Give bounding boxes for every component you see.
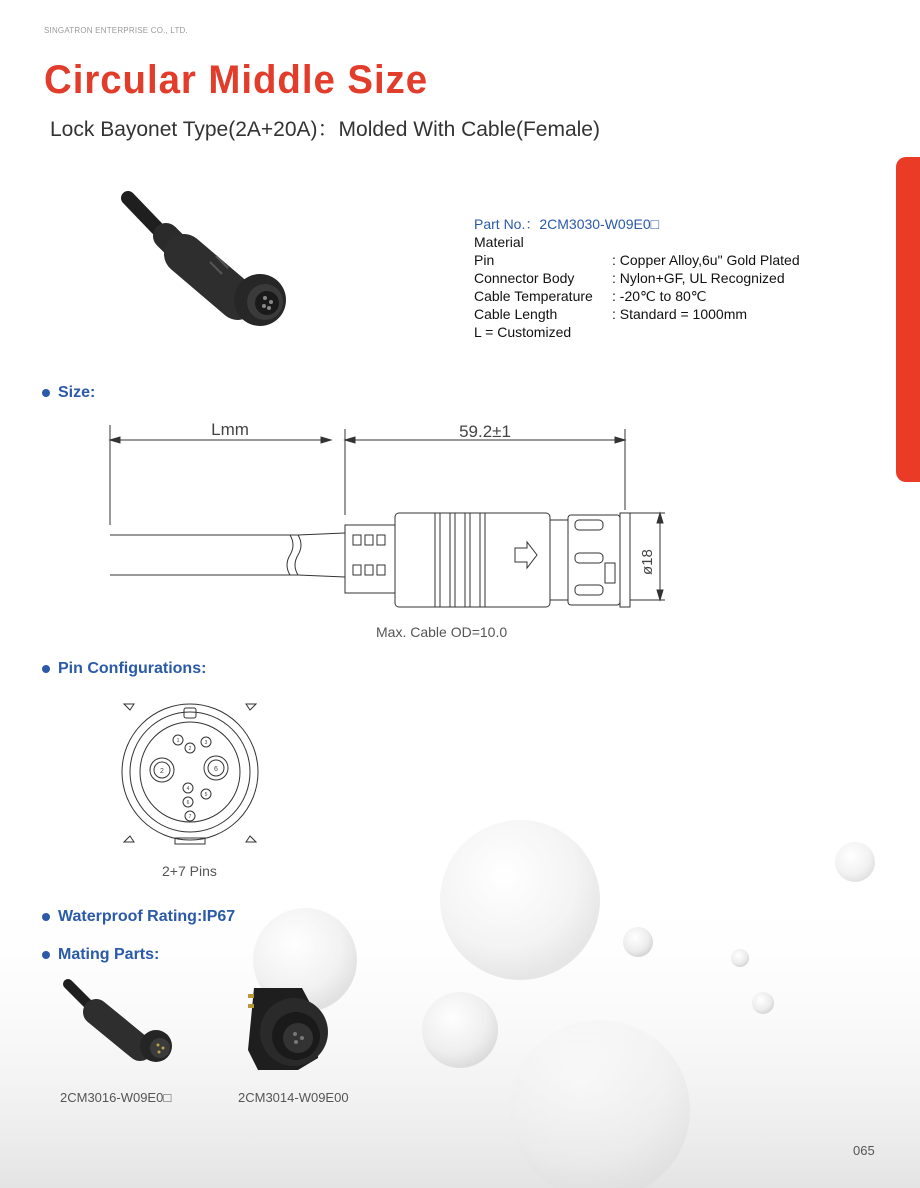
section-mating <box>42 946 159 964</box>
pin-label: 2 <box>160 768 164 775</box>
spec-value: : Standard = 1000mm <box>612 306 748 322</box>
spec-row-pin <box>474 251 800 269</box>
section-title: Size: <box>58 384 96 401</box>
section-waterproof <box>42 908 235 926</box>
dimension-drawing <box>100 415 680 645</box>
section-title: Mating Parts: <box>58 946 160 963</box>
spec-row-temp <box>474 287 800 305</box>
spec-label: Pin <box>474 252 495 268</box>
page-number: 065 <box>853 1143 875 1158</box>
spec-value: : -20℃ to 80℃ <box>612 288 707 304</box>
pin-label: 7 <box>188 814 192 820</box>
bullet-icon <box>42 665 50 673</box>
pin-label: 3 <box>204 740 208 746</box>
dim-diameter-label: ø18 <box>639 549 656 575</box>
bullet-icon <box>42 951 50 959</box>
spec-value: : Copper Alloy,6u" Gold Plated <box>612 252 800 268</box>
pin-diagram <box>100 690 280 860</box>
section-pin-config <box>42 660 206 678</box>
spec-label: Cable Length <box>474 306 558 322</box>
mating-part-image-1 <box>60 978 180 1068</box>
dim-length-label: 59.2±1 <box>459 422 511 441</box>
section-title: Pin Configurations: <box>58 660 207 677</box>
part-number: Part No.：2CM3030-W09E0□ <box>474 216 660 232</box>
bullet-icon <box>42 913 50 921</box>
dim-l-label: Lmm <box>211 420 249 439</box>
section-title: Waterproof Rating:IP67 <box>58 908 236 925</box>
spec-row-length <box>474 305 800 323</box>
spec-label: Connector Body <box>474 270 575 286</box>
material-label: Material <box>474 234 524 250</box>
pin-label: 6 <box>214 766 218 773</box>
mating-part-label: 2CM3016-W09E0□ <box>60 1090 172 1105</box>
pin-label: 6 <box>186 800 190 806</box>
cable-od-note: Max. Cable OD=10.0 <box>376 624 508 640</box>
pin-label: 5 <box>204 792 208 798</box>
pin-label: 4 <box>186 786 190 792</box>
section-size <box>42 384 95 402</box>
pin-label: 2 <box>188 746 192 752</box>
spec-row-body <box>474 269 800 287</box>
bullet-icon <box>42 389 50 397</box>
spec-value: : Nylon+GF, UL Recognized <box>612 270 785 286</box>
side-tab <box>896 157 920 482</box>
spec-note: L = Customized <box>474 324 572 340</box>
company-name: SINGATRON ENTERPRISE CO., LTD. <box>44 26 188 35</box>
pin-caption: 2+7 Pins <box>162 863 217 879</box>
mating-part-label: 2CM3014-W09E00 <box>238 1090 349 1105</box>
page-subtitle: Lock Bayonet Type(2A+20A)：Molded With Cable(Female) <box>50 118 600 141</box>
product-image <box>118 190 298 330</box>
spec-block <box>474 215 800 341</box>
page-title: Circular Middle Size <box>44 58 429 102</box>
pin-label: 1 <box>176 738 180 744</box>
spec-label: Cable Temperature <box>474 288 593 304</box>
mating-part-image-2 <box>240 978 350 1078</box>
